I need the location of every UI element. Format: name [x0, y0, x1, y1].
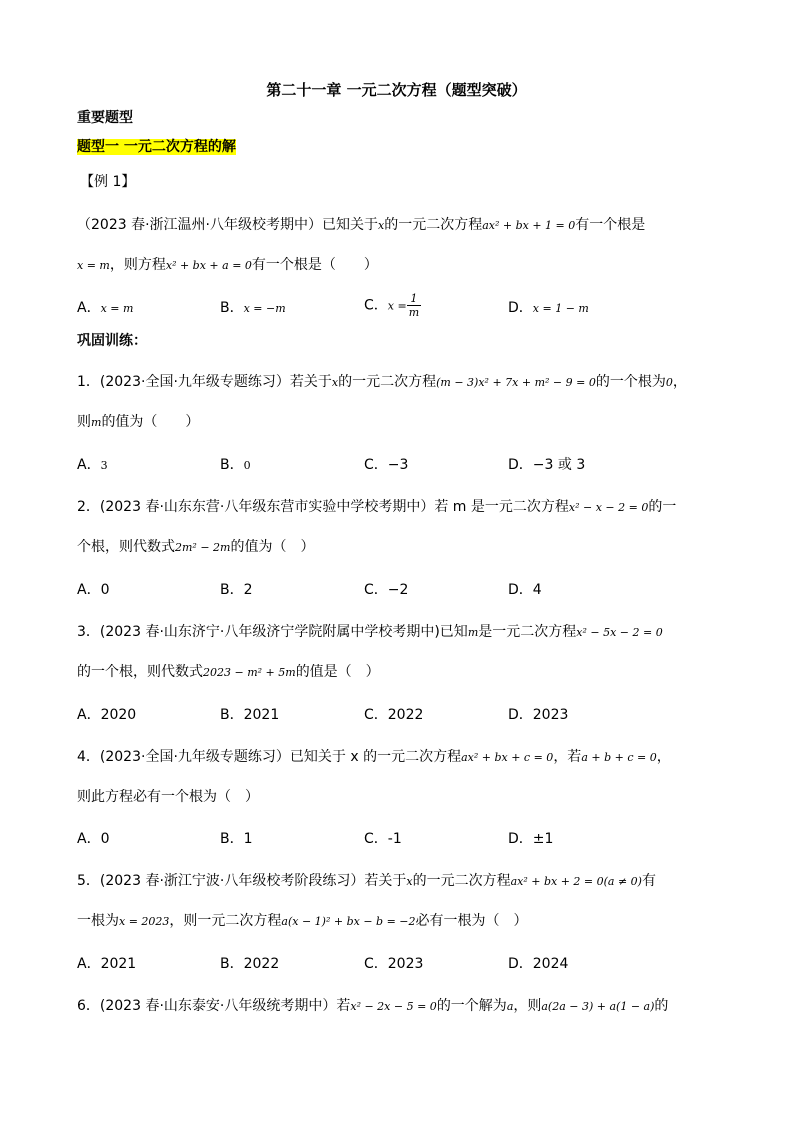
q2-line1	[77, 497, 676, 518]
q3-text-d: 的值是（ ）	[295, 664, 380, 680]
q2-text-d: 的值为（ ）	[230, 539, 315, 555]
q4-text-b: ，若	[553, 749, 582, 765]
q1-option-a-value: 3	[100, 459, 108, 472]
q1-text-c: 的一个根为	[595, 374, 666, 390]
ex1-text-d: ，则方程	[109, 257, 166, 273]
q1-option-b	[220, 455, 251, 476]
ex1-option-c-label: C．	[364, 297, 388, 314]
ex1-equation: ax² + bx + 1 = 0	[482, 219, 576, 232]
ex1-option-b-value: x = −m	[243, 302, 286, 315]
ex1-text-e: 有一个根是（ ）	[251, 257, 378, 273]
ex1-option-c	[364, 292, 421, 319]
q5-text-c: 有	[641, 873, 656, 889]
ex1-option-d-value: x = 1 − m	[532, 302, 589, 315]
q3-option-b: B．2021	[220, 707, 280, 723]
q2-option-b: B．2	[220, 582, 253, 598]
q5-equation2: a(x − 1)² + bx − b = −2	[281, 915, 416, 928]
ex1-option-a-label: A．	[77, 300, 101, 316]
q1-option-a	[77, 455, 108, 476]
q4-text-c: ，	[656, 749, 671, 765]
q3-option-a: A．2020	[77, 707, 137, 723]
ex1-equation2: x² + bx + a = 0	[165, 259, 252, 272]
q6-text-b: 的一个解为	[436, 998, 507, 1014]
q3-line2	[77, 662, 380, 683]
q1-option-c-label: C．	[364, 457, 388, 473]
q1-option-b-label: B．	[220, 457, 244, 473]
q3-option-d: D．2023	[508, 707, 569, 723]
q3-expression: 2023 − m² + 5m	[203, 666, 296, 679]
q5-text-d: 一根为	[77, 913, 119, 929]
ex1-option-b	[220, 298, 286, 319]
q1-line2	[77, 412, 199, 433]
q4-option-a: A．0	[77, 831, 110, 847]
q1-option-a-label: A．	[77, 457, 101, 473]
q6-expression: a(2a − 3) + a(1 − a)	[541, 1000, 655, 1013]
example1-line1	[77, 215, 645, 236]
q1-text-b: 的一元二次方程	[338, 374, 437, 390]
ex1-option-c-fraction	[407, 292, 421, 319]
example1-line2	[77, 255, 378, 276]
q4-option-c: C．-1	[364, 831, 402, 847]
q2-equation: x² − x − 2 = 0	[568, 501, 649, 514]
q2-text-a: 2．(2023 春·山东东营·八年级东营市实验中学校考期中）若 m 是一元二次方程	[77, 499, 569, 515]
ex1-root: x = m	[77, 259, 110, 272]
q5-line2	[77, 911, 528, 932]
q6-var-a: a	[506, 1000, 514, 1013]
q5-option-b: B．2022	[220, 956, 280, 972]
q3-option-c: C．2022	[364, 707, 424, 723]
q6-text-d: 的	[654, 998, 669, 1014]
q1-option-d-label: D．	[508, 457, 533, 473]
q6-text-c: ，则	[513, 998, 542, 1014]
q5-option-a: A．2021	[77, 956, 137, 972]
page-title: 第二十一章 一元二次方程（题型突破）	[266, 81, 527, 99]
q5-text-b: 的一元二次方程	[412, 873, 511, 889]
section-heading: 重要题型	[77, 110, 133, 126]
ex1-option-d-label: D．	[508, 300, 533, 316]
q6-line1	[77, 996, 668, 1017]
q2-option-a: A．0	[77, 582, 110, 598]
q1-text-a: 1．(2023·全国·九年级专题练习）若关于	[77, 374, 332, 390]
q1-zero: 0	[665, 376, 673, 389]
q3-var-m: m	[467, 626, 479, 639]
q5-text-f: 必有一根为（ ）	[415, 913, 528, 929]
q4-option-b: B．1	[220, 831, 253, 847]
q1-option-d-value: −3 或 3	[532, 457, 586, 473]
q1-option-b-value: 0	[243, 459, 251, 472]
q1-option-d	[508, 455, 585, 475]
q4-condition: a + b + c = 0	[581, 751, 657, 764]
practice-heading: 巩固训练：	[77, 333, 147, 349]
q4-text-a: 4．(2023·全国·九年级专题练习）已知关于 x 的一元二次方程	[77, 749, 462, 765]
q5-var-x: x	[406, 875, 413, 888]
q5-option-d: D．2024	[508, 956, 569, 972]
ex1-option-d	[508, 298, 589, 319]
q1-option-c-value: −3	[387, 457, 409, 473]
q1-equation: (m − 3)x² + 7x + m² − 9 = 0	[436, 376, 596, 389]
type-heading-text: 题型一 一元二次方程的解	[77, 139, 236, 155]
q1-var-m: m	[91, 416, 102, 429]
ex1-option-a	[77, 298, 133, 319]
ex1-option-b-label: B．	[220, 300, 244, 316]
q1-option-c	[364, 455, 408, 475]
q5-equation: ax² + bx + 2 = 0(a ≠ 0)	[510, 875, 642, 888]
q2-option-c: C．−2	[364, 582, 409, 598]
type-heading	[77, 137, 236, 157]
q5-root: x = 2023	[119, 915, 170, 928]
q4-option-d: D．±1	[508, 831, 554, 847]
q3-text-b: 是一元二次方程	[478, 624, 577, 640]
q3-text-c: 的一个根，则代数式	[77, 664, 203, 680]
q2-text-b: 的一	[648, 499, 677, 515]
ex1-var-x: x	[377, 219, 385, 232]
q5-option-c: C．2023	[364, 956, 424, 972]
q3-equation: x² − 5x − 2 = 0	[576, 626, 663, 639]
ex1-text-a: （2023 春·浙江温州·八年级校考期中）已知关于	[77, 217, 378, 233]
q1-text-e: 则	[77, 414, 91, 430]
q1-text-d: ，	[672, 374, 687, 390]
ex1-text-c: 有一个根是	[575, 217, 646, 233]
q5-line1	[77, 871, 656, 892]
ex1-option-a-value: x = m	[100, 302, 134, 315]
q3-line1	[77, 622, 663, 643]
q1-var-x: x	[331, 376, 339, 389]
example-label: 【例 1】	[80, 174, 136, 190]
q4-line1	[77, 747, 671, 768]
q4-line2: 则此方程必有一个根为（ ）	[77, 789, 259, 805]
q2-option-d: D．4	[508, 582, 542, 598]
q5-text-a: 5．(2023 春·浙江宁波·八年级校考阶段练习）若关于	[77, 873, 407, 889]
q3-text-a: 3．(2023 春·山东济宁·八年级济宁学院附属中学校考期中)已知	[77, 624, 468, 640]
q1-line1	[77, 372, 687, 393]
q2-text-c: 个根，则代数式	[77, 539, 175, 555]
q5-text-e: ，则一元二次方程	[169, 913, 282, 929]
q1-text-f: 的值为（ ）	[101, 414, 200, 430]
fraction-denominator: m	[408, 306, 420, 319]
q2-expression: 2m² − 2m	[175, 541, 231, 554]
q2-line2	[77, 537, 314, 558]
q4-equation: ax² + bx + c = 0	[461, 751, 554, 764]
fraction-numerator: 1	[407, 292, 421, 306]
q6-text-a: 6．(2023 春·山东泰安·八年级统考期中）若	[77, 998, 351, 1014]
q6-equation: x² − 2x − 5 = 0	[350, 1000, 437, 1013]
ex1-text-b: 的一元二次方程	[384, 217, 483, 233]
ex1-option-c-prefix: x =	[387, 299, 407, 313]
